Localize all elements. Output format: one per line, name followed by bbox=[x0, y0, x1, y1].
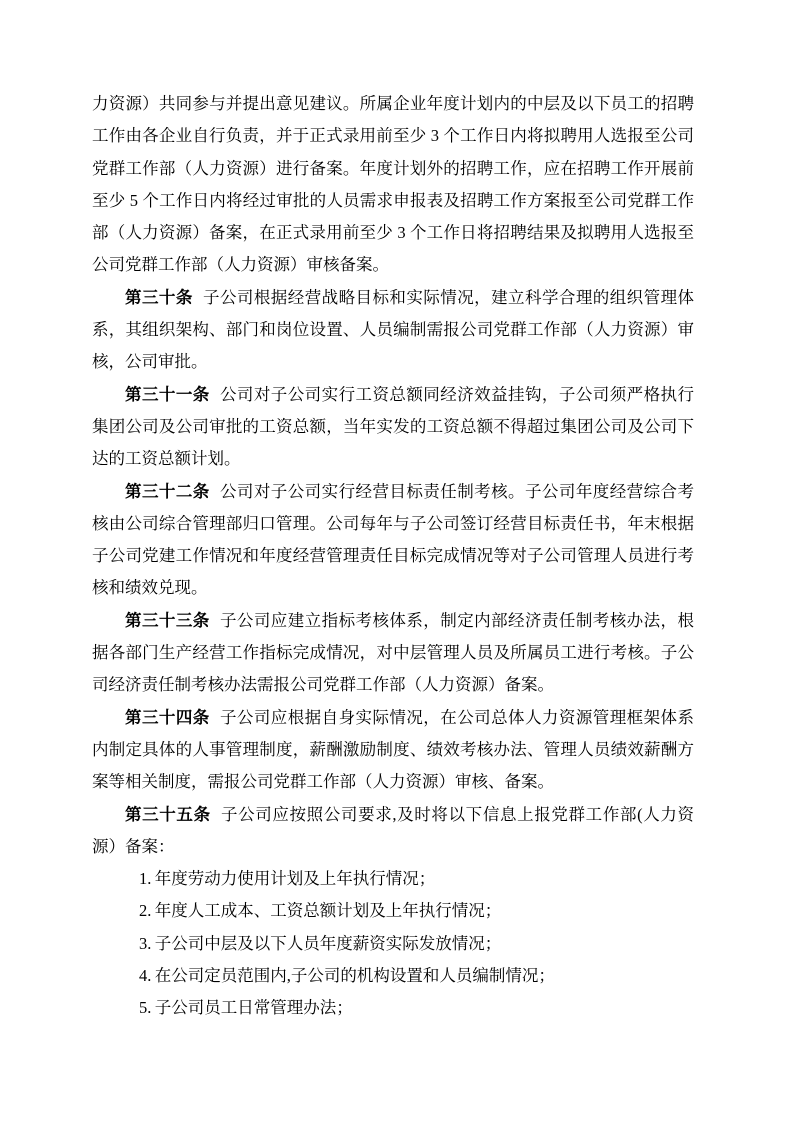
article-31-text: 公司对子公司实行工资总额同经济效益挂钩，子公司须严格执行集团公司及公司审批的工资总额，当年实发的工资总额不得超过集团公司及公司下达的工资总额计划。 bbox=[92, 384, 695, 469]
list-item-2-text: 年度人工成本、工资总额计划及上年执行情况； bbox=[154, 901, 502, 921]
article-34-text: 子公司应根据自身实际情况，在公司总体人力资源管理框架体系内制定具体的人事管理制度，薪酬激励制度、绩效考核办法、管理人员绩效薪酬方案等相关制度，需报公司党群工作部（人力资源）审核、备案。 bbox=[92, 707, 695, 792]
article-33-label: 第三十三条 bbox=[125, 610, 210, 630]
list-item-5-text: 子公司员工日常管理办法； bbox=[154, 998, 353, 1018]
article-34-label: 第三十四条 bbox=[125, 707, 210, 727]
article-30-text: 子公司根据经营战略目标和实际情况，建立科学合理的组织管理体系，其组织架构、部门和岗位设置、人员编制需报公司党群工作部（人力资源）审核，公司审批。 bbox=[92, 287, 695, 372]
article-31 bbox=[92, 379, 694, 476]
article-34 bbox=[92, 702, 694, 799]
list-item-1-text: 年度劳动力使用计划及上年执行情况； bbox=[154, 869, 436, 889]
paragraph-continuation bbox=[92, 88, 694, 282]
list-item-1-number: 1. bbox=[139, 869, 152, 889]
list-item-5-number: 5. bbox=[139, 998, 152, 1018]
article-31-label: 第三十一条 bbox=[125, 384, 210, 404]
article-32 bbox=[92, 476, 694, 605]
list-item-4-number: 4. bbox=[139, 966, 152, 986]
article-35-text: 子公司应按照公司要求,及时将以下信息上报党群工作部(人力资源）备案： bbox=[92, 804, 695, 856]
article-33-text: 子公司应建立指标考核体系，制定内部经济责任制考核办法，根据各部门生产经营工作指标完成情况，对中层管理人员及所属员工进行考核。子公司经济责任制考核办法需报公司党群工作部（人力资源）备案。 bbox=[92, 610, 695, 695]
list-item-5 bbox=[92, 992, 694, 1024]
article-35-label: 第三十五条 bbox=[125, 804, 211, 824]
list-item-4-text: 在公司定员范围内,子公司的机构设置和人员编制情况； bbox=[154, 966, 555, 986]
list-item-1 bbox=[92, 863, 694, 895]
article-32-label: 第三十二条 bbox=[125, 481, 210, 501]
list-item-3-text: 子公司中层及以下人员年度薪资实际发放情况； bbox=[154, 933, 502, 953]
list-item-3 bbox=[92, 928, 694, 960]
list-item-4 bbox=[92, 960, 694, 992]
list-item-2-number: 2. bbox=[139, 901, 152, 921]
article-35 bbox=[92, 799, 694, 864]
list-item-2 bbox=[92, 895, 694, 927]
article-30 bbox=[92, 282, 694, 379]
article-30-label: 第三十条 bbox=[125, 287, 193, 307]
article-33 bbox=[92, 605, 694, 702]
list-item-3-number: 3. bbox=[139, 933, 152, 953]
paragraph-text: 力资源）共同参与并提出意见建议。所属企业年度计划内的中层及以下员工的招聘工作由各企业自行负责，并于正式录用前至少 3 个工作日内将拟聘用人选报至公司党群工作部（人力资源）进行备案。年度计划外的招聘工作，应在招聘工作开展前至少 5 个工作日内将经过审批的人员需求申报表及招聘工作方案报至公司党群工作部（人力资源）备案，在正式录用前至少 3 个工作日将招聘结果及拟聘用人选报至公司党群工作部（人力资源）审核备案。 bbox=[92, 94, 694, 275]
article-32-text: 公司对子公司实行经营目标责任制考核。子公司年度经营综合考核由公司综合管理部归口管理。公司每年与子公司签订经营目标责任书，年末根据子公司党建工作情况和年度经营管理责任目标完成情况等对子公司管理人员进行考核和绩效兑现。 bbox=[92, 481, 695, 598]
